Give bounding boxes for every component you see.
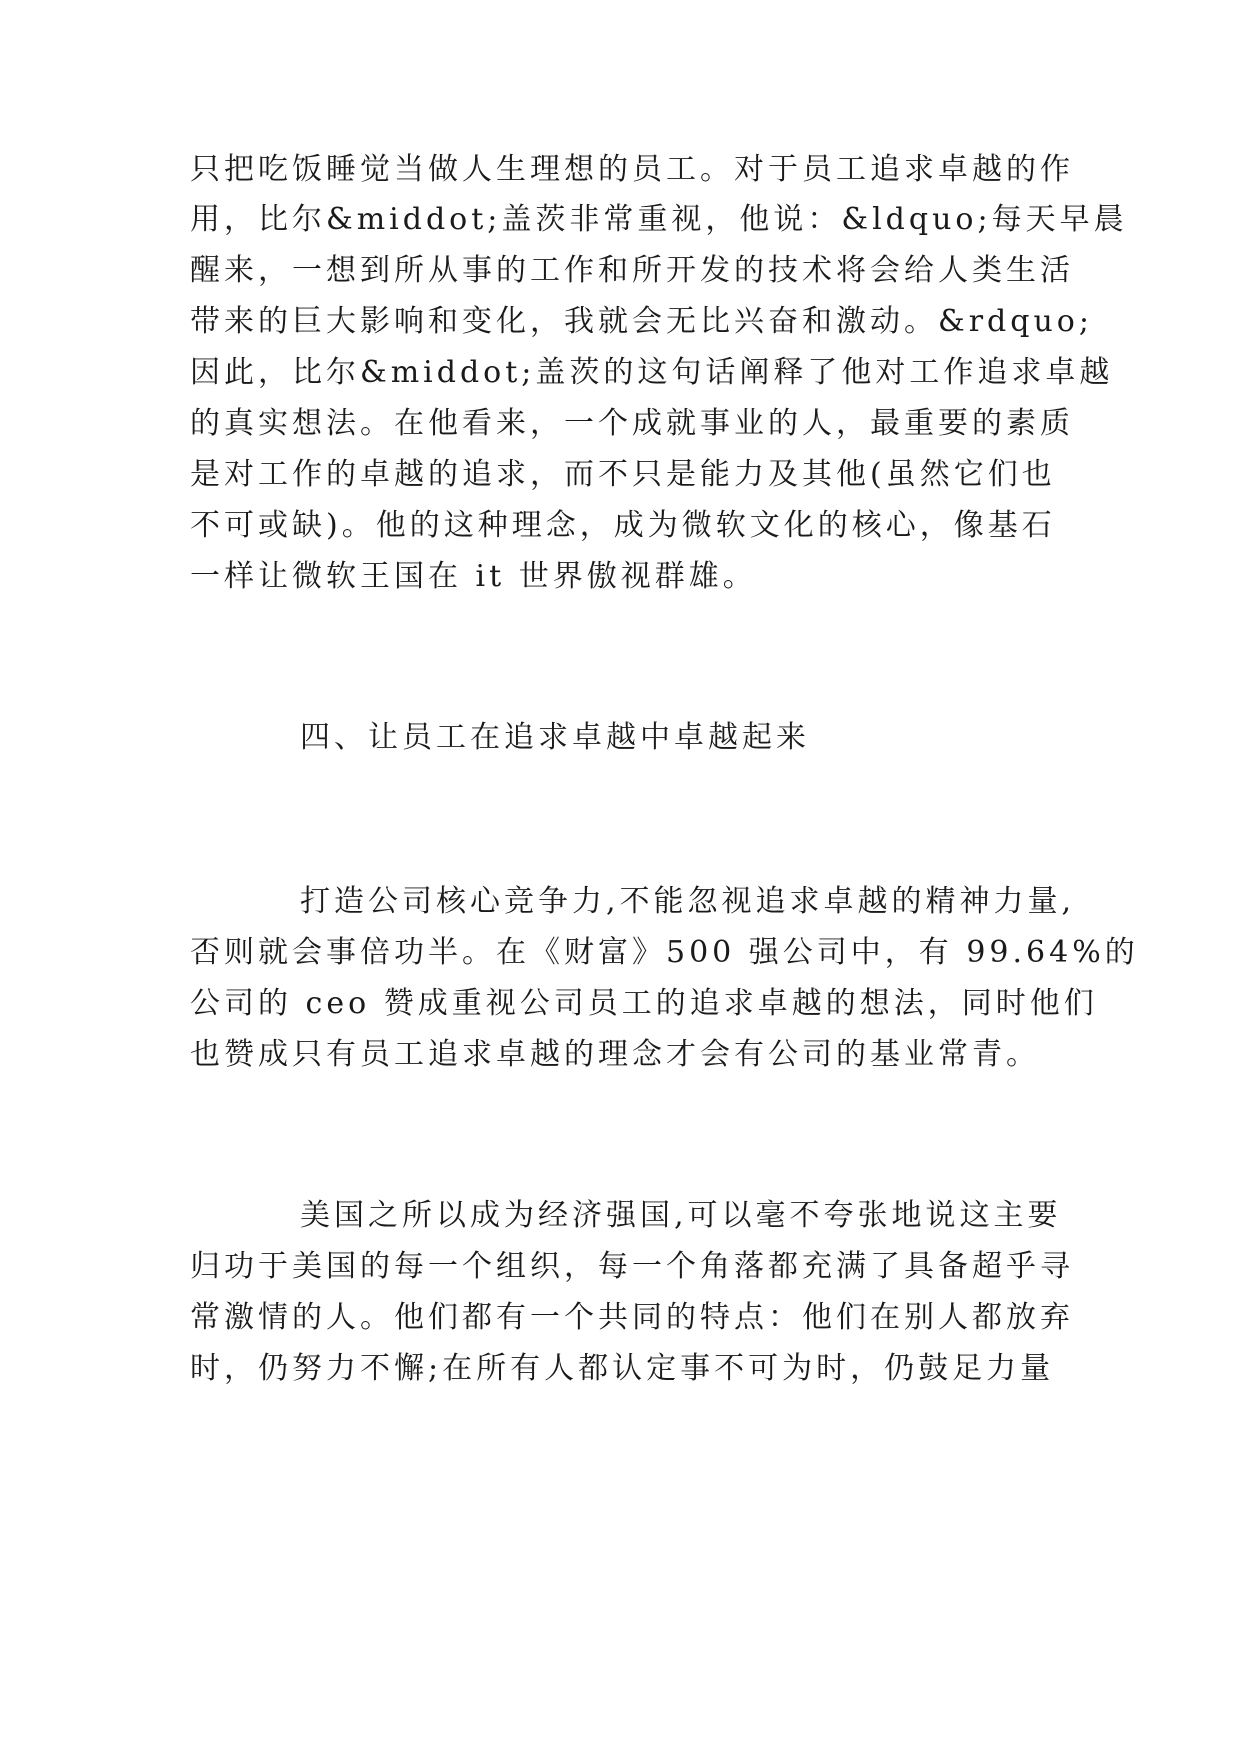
text-line: 用，比尔&middot;盖茨非常重视，他说：&ldquo;每天早晨 (190, 202, 1128, 237)
text-line: 否则就会事倍功半。在《财富》500 强公司中，有 99.64%的 (190, 935, 1139, 970)
text-line: 不可或缺)。他的这种理念，成为微软文化的核心，像基石 (190, 508, 1056, 543)
text-line: 醒来，一想到所从事的工作和所开发的技术将会给人类生活 (190, 253, 1074, 288)
text-line: 是对工作的卓越的追求，而不只是能力及其他(虽然它们也 (190, 457, 1056, 492)
text-line: 公司的 ceo 赞成重视公司员工的追求卓越的想法，同时他们 (190, 986, 1098, 1021)
text-line: 只把吃饭睡觉当做人生理想的员工。对于员工追求卓越的作 (190, 152, 1074, 187)
section-heading: 四、让员工在追求卓越中卓越起来 (300, 720, 810, 755)
text-line: 的真实想法。在他看来，一个成就事业的人，最重要的素质 (190, 406, 1074, 441)
text-line: 一样让微软王国在 it 世界傲视群雄。 (190, 559, 757, 594)
text-line: 归功于美国的每一个组织，每一个角落都充满了具备超乎寻 (190, 1249, 1074, 1284)
text-line: 也赞成只有员工追求卓越的理念才会有公司的基业常青。 (190, 1037, 1040, 1072)
text-line: 美国之所以成为经济强国,可以毫不夸张地说这主要 (300, 1198, 1062, 1233)
text-line: 时，仍努力不懈;在所有人都认定事不可为时，仍鼓足力量 (190, 1351, 1055, 1386)
text-line: 常激情的人。他们都有一个共同的特点：他们在别人都放弃 (190, 1300, 1074, 1335)
text-line: 打造公司核心竞争力,不能忽视追求卓越的精神力量, (300, 884, 1076, 919)
text-line: 因此，比尔&middot;盖茨的这句话阐释了他对工作追求卓越 (190, 355, 1114, 390)
text-line: 带来的巨大影响和变化，我就会无比兴奋和激动。&rdquo; (190, 304, 1093, 339)
